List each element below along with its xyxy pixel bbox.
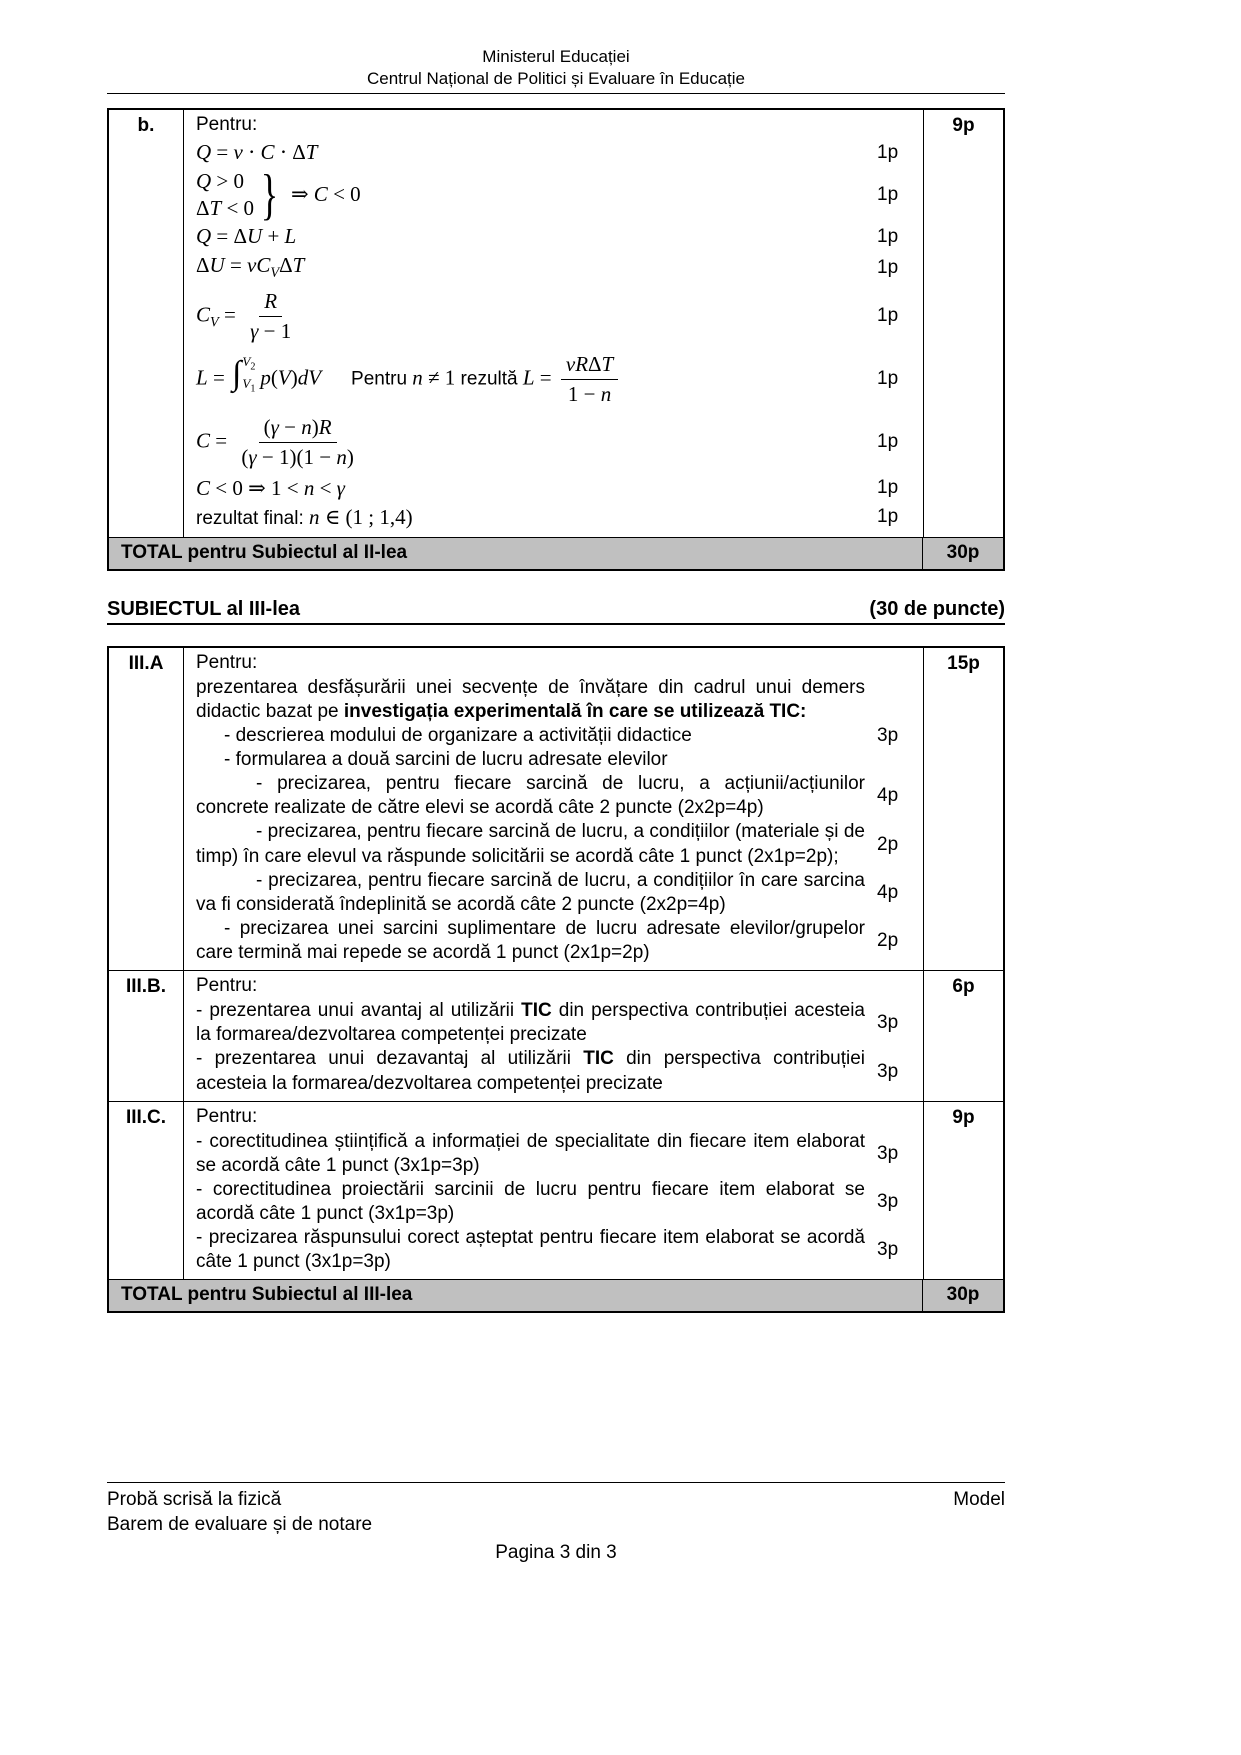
formula-row bbox=[196, 222, 913, 251]
formula-points: 1p bbox=[877, 506, 899, 528]
formula: C = $\frac{(\gamma - n)R}{(\gamma - 1)(1 - n)}$ bbox=[196, 414, 354, 469]
footer-barem-label: Barem de evaluare și de notare bbox=[107, 1513, 373, 1535]
criterion-item bbox=[196, 1178, 913, 1226]
subject3-total-row bbox=[109, 1279, 1003, 1311]
criterion-item bbox=[196, 676, 913, 724]
row-content bbox=[184, 1102, 923, 1280]
subject3-heading bbox=[107, 598, 1005, 625]
formula: L = ∫ $V_2$ $V_1$ p(V)dV Pentru n ≠ 1 rezultă L = $\frac{\text{νRΔT}}{1 - n}$ bbox=[196, 350, 867, 409]
subject2-table bbox=[107, 108, 1005, 570]
formula: $\Delta U = \nu C_V\Delta T$ bbox=[196, 253, 305, 282]
criterion-points: 3p bbox=[877, 1012, 899, 1034]
formula-row bbox=[196, 348, 913, 411]
footer-exam-name: Probă scrisă la fizică bbox=[107, 1489, 282, 1510]
criterion-text: - prezentarea unui dezavantaj al utilizării TIC din perspectiva contribuției acesteia la formarea/dezvoltarea competenței precizate bbox=[196, 1048, 865, 1094]
criterion-item bbox=[196, 1130, 913, 1178]
criterion-points: 4p bbox=[877, 881, 899, 903]
subject3-title: SUBIECTUL al III-lea bbox=[107, 597, 301, 620]
formula: Q = ν ⋅ C ⋅ ΔT bbox=[196, 140, 318, 165]
formula-row bbox=[196, 163, 913, 226]
formula-row bbox=[196, 285, 913, 348]
document-footer bbox=[107, 1482, 1005, 1566]
row-content bbox=[184, 971, 923, 1101]
criterion-text: prezentarea desfășurării unei secvențe de învățare din cadrul unui demers didactic bazat pe investigația experimentală în care se utilizează TIC: bbox=[196, 676, 865, 722]
criterion-text: - descrierea modului de organizare a activității didactice bbox=[224, 724, 692, 746]
footer-model-label: Model bbox=[953, 1489, 1005, 1510]
criterion-item bbox=[196, 748, 913, 772]
criterion-item bbox=[196, 999, 913, 1047]
criterion-points: 2p bbox=[877, 930, 899, 952]
criterion-text: - precizarea, pentru fiecare sarcină de lucru, a condițiilor în care sarcina va fi considerată îndeplinită se acordă câte 2 puncte (2x2p=4p) bbox=[196, 869, 865, 915]
formula: $C_V$ = $\frac{R}{\gamma - 1}$ bbox=[196, 288, 292, 343]
total-label: TOTAL pentru Subiectul al III-lea bbox=[109, 1280, 923, 1311]
criterion-item bbox=[196, 1226, 913, 1274]
subject3-table bbox=[107, 646, 1005, 1314]
pentru-label: Pentru: bbox=[196, 975, 258, 997]
criterion-item bbox=[196, 772, 913, 820]
criterion-points: 4p bbox=[877, 785, 899, 807]
total-points: 30p bbox=[946, 541, 980, 563]
row-label: III.A bbox=[109, 648, 184, 971]
row-total-points: 9p bbox=[923, 110, 1003, 536]
formula-points: 1p bbox=[877, 305, 899, 327]
formula-points: 1p bbox=[877, 257, 899, 279]
criterion-text: - corectitudinea proiectării sarcinii de lucru pentru fiecare item elaborat se acordă câte 1 punct (3x1p=3p) bbox=[196, 1178, 865, 1225]
total-label: TOTAL pentru Subiectul al II-lea bbox=[109, 538, 923, 569]
formula-row bbox=[196, 503, 913, 532]
criterion-points: 3p bbox=[877, 1142, 899, 1164]
document-content bbox=[107, 46, 1005, 1313]
criterion-text: - formularea a două sarcini de lucru adresate elevilor bbox=[224, 749, 668, 771]
criterion-points: 3p bbox=[877, 1060, 899, 1082]
row-content bbox=[184, 648, 923, 971]
header-ministry: Ministerul Educației bbox=[482, 47, 630, 66]
formula-points: 1p bbox=[877, 225, 899, 247]
formula: C < 0 ⇒ 1 < n < γ bbox=[196, 475, 345, 500]
subject3-row bbox=[109, 970, 1003, 1101]
row-label: III.C. bbox=[109, 1102, 184, 1280]
formula-row bbox=[196, 474, 913, 503]
criterion-points: 3p bbox=[877, 1191, 899, 1213]
criterion-text: - precizarea unei sarcini suplimentare de lucru adresate elevilor/grupelor care termină mai repede se acordă 1 punct (2x1p=2p) bbox=[196, 917, 865, 964]
criterion-points: 3p bbox=[877, 1239, 899, 1261]
subject3-row bbox=[109, 1101, 1003, 1280]
subject3-points: (30 de puncte) bbox=[869, 597, 1005, 620]
row-label: III.B. bbox=[109, 971, 184, 1101]
criterion-item bbox=[196, 869, 913, 917]
pentru-label: Pentru: bbox=[196, 1105, 258, 1127]
total-points: 30p bbox=[946, 1284, 980, 1306]
criterion-text: - precizarea răspunsului corect așteptat pentru fiecare item elaborat se acordă câte 1 punct (3x1p=3p) bbox=[196, 1227, 865, 1273]
row-content bbox=[184, 110, 923, 536]
formula-rows bbox=[196, 138, 913, 531]
footer-page-number: Pagina 3 din 3 bbox=[495, 1542, 617, 1564]
criterion-text: - precizarea, pentru fiecare sarcină de lucru, a acțiunii/acțiunilor concrete realizate de către elevi se acordă câte 2 puncte (2x2p=4p) bbox=[196, 773, 865, 819]
criterion-text: - corectitudinea științifică a informației de specialitate din fiecare item elaborat se acordă câte 1 punct (3x1p=3p) bbox=[196, 1130, 865, 1176]
formula-points: 1p bbox=[877, 183, 899, 205]
row-label: b. bbox=[109, 110, 184, 536]
footer-row bbox=[107, 1488, 1005, 1513]
subject3-row bbox=[109, 648, 1003, 971]
formula-points: 1p bbox=[877, 477, 899, 499]
criterion-points: 3p bbox=[877, 724, 899, 746]
row-total-points: 9p bbox=[923, 1102, 1003, 1280]
row-total-points: 15p bbox=[923, 648, 1003, 971]
criterion-item bbox=[196, 1047, 913, 1095]
criterion-points: 2p bbox=[877, 833, 899, 855]
pentru-label: Pentru: bbox=[196, 651, 258, 673]
document-header bbox=[107, 46, 1005, 94]
formula-row bbox=[196, 411, 913, 474]
formula-points: 1p bbox=[877, 368, 899, 390]
criterion-item bbox=[196, 724, 913, 748]
criterion-text: - prezentarea unui avantaj al utilizării TIC din perspectiva contribuției acesteia la formarea/dezvoltarea competenței precizate bbox=[196, 1000, 865, 1046]
subject3-rows bbox=[109, 648, 1003, 1280]
formula: Q = ΔU + L bbox=[196, 224, 297, 249]
criterion-item bbox=[196, 917, 913, 965]
formula: Q > 0 ΔT < 0 } ⇒ C < 0 bbox=[196, 163, 361, 226]
formula: rezultat final: n ∈ (1 ; 1,4) bbox=[196, 504, 413, 529]
formula-row bbox=[196, 138, 913, 167]
formula-points: 1p bbox=[877, 141, 899, 163]
formula-row bbox=[196, 251, 913, 284]
subject2-total-row bbox=[109, 537, 1003, 569]
criterion-text: - precizarea, pentru fiecare sarcină de lucru, a condițiilor (materiale și de timp) în care elevul va răspunde solicitării se acordă câte 1 punct (2x1p=2p); bbox=[196, 821, 865, 867]
formula-points: 1p bbox=[877, 431, 899, 453]
subject2-row-b bbox=[109, 110, 1003, 536]
row-total-points: 6p bbox=[923, 971, 1003, 1101]
criterion-item bbox=[196, 820, 913, 868]
header-center: Centrul Național de Politici și Evaluare în Educație bbox=[367, 69, 745, 89]
pentru-label: Pentru: bbox=[196, 114, 258, 136]
